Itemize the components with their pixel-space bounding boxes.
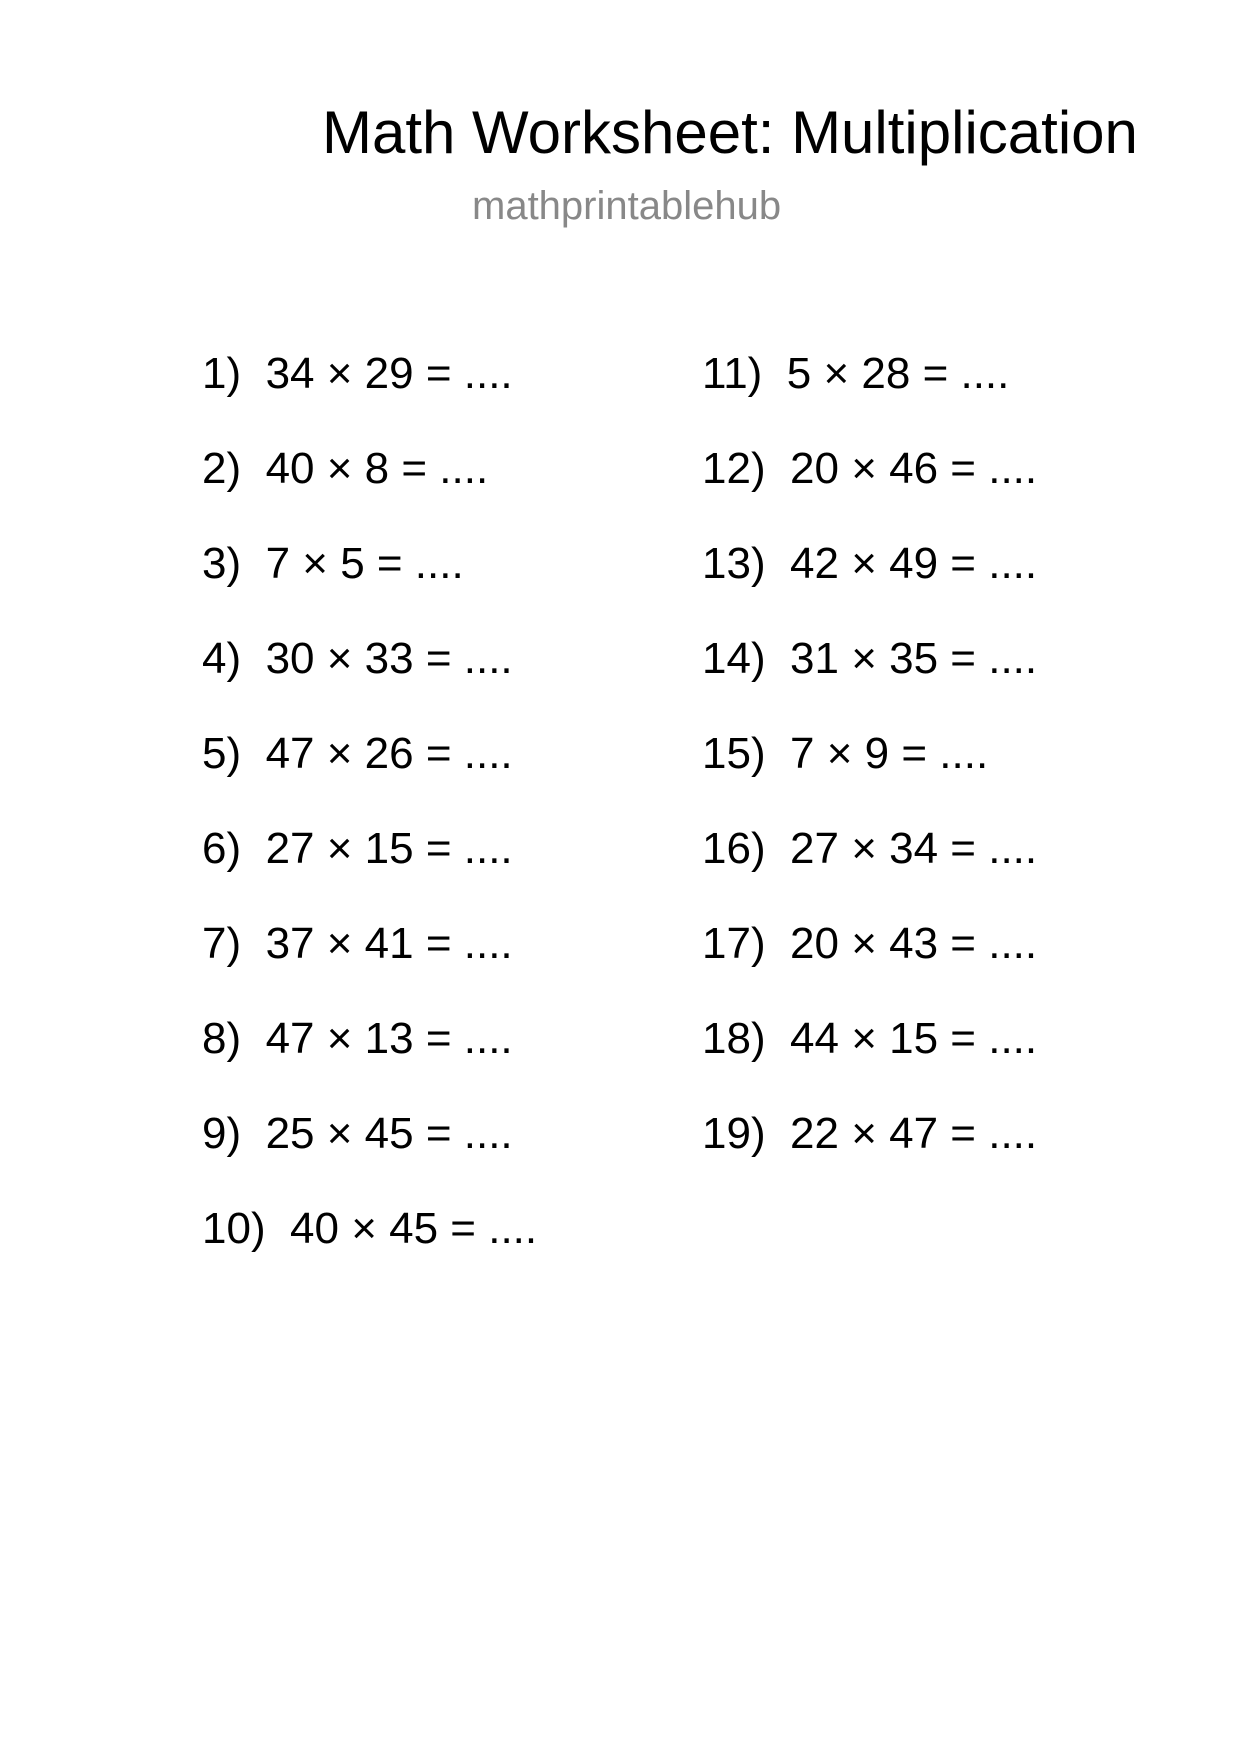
problem-item [702,729,1037,824]
problem-number: 5) [202,729,242,778]
problem-number: 11) [702,349,763,398]
problem-item [202,1109,537,1204]
problem-number: 19) [702,1109,766,1158]
problem-item [702,634,1037,729]
problem-item [702,919,1037,1014]
problem-item [202,1204,537,1299]
problem-item [702,824,1037,919]
problem-item [202,729,537,824]
problem-expression: 27 × 15 = .... [265,824,513,873]
problem-number: 7) [202,919,242,968]
problem-expression: 27 × 34 = .... [790,824,1038,873]
problem-item [702,349,1037,444]
problem-number: 3) [202,539,242,588]
problem-number: 6) [202,824,242,873]
problem-expression: 20 × 43 = .... [790,919,1038,968]
problem-expression: 47 × 13 = .... [265,1014,513,1063]
problem-item [702,444,1037,539]
problem-expression: 40 × 8 = .... [265,444,489,493]
problem-number: 1) [202,349,242,398]
problem-expression: 37 × 41 = .... [265,919,513,968]
problem-number: 4) [202,634,242,683]
worksheet-subtitle: mathprintablehub [472,184,782,228]
problem-expression: 47 × 26 = .... [265,729,513,778]
problem-number: 14) [702,634,766,683]
problem-expression: 40 × 45 = .... [290,1204,538,1253]
problem-number: 18) [702,1014,766,1063]
problem-number: 12) [702,444,766,493]
problem-number: 9) [202,1109,242,1158]
problem-number: 15) [702,729,766,778]
problem-expression: 20 × 46 = .... [790,444,1038,493]
problem-expression: 22 × 47 = .... [790,1109,1038,1158]
problem-expression: 31 × 35 = .... [790,634,1038,683]
problem-item [202,349,537,444]
problems-column-left [202,349,537,1299]
worksheet-title: Math Worksheet: Multiplication [322,99,1138,166]
problem-number: 17) [702,919,766,968]
problem-expression: 7 × 5 = .... [265,539,464,588]
problem-expression: 34 × 29 = .... [265,349,513,398]
problem-item [702,539,1037,634]
problem-number: 10) [202,1204,266,1253]
problem-item [202,444,537,539]
problem-expression: 30 × 33 = .... [265,634,513,683]
problem-expression: 42 × 49 = .... [790,539,1038,588]
problem-number: 13) [702,539,766,588]
problem-item [202,919,537,1014]
problem-expression: 44 × 15 = .... [790,1014,1038,1063]
problem-number: 8) [202,1014,242,1063]
problem-number: 2) [202,444,242,493]
problems-column-right [702,349,1037,1204]
problem-expression: 7 × 9 = .... [790,729,989,778]
problem-item [202,634,537,729]
problem-expression: 25 × 45 = .... [265,1109,513,1158]
problem-item [702,1109,1037,1204]
problem-item [202,824,537,919]
problem-item [702,1014,1037,1109]
problem-item [202,1014,537,1109]
problem-expression: 5 × 28 = .... [786,349,1010,398]
problem-item [202,539,537,634]
problem-number: 16) [702,824,766,873]
